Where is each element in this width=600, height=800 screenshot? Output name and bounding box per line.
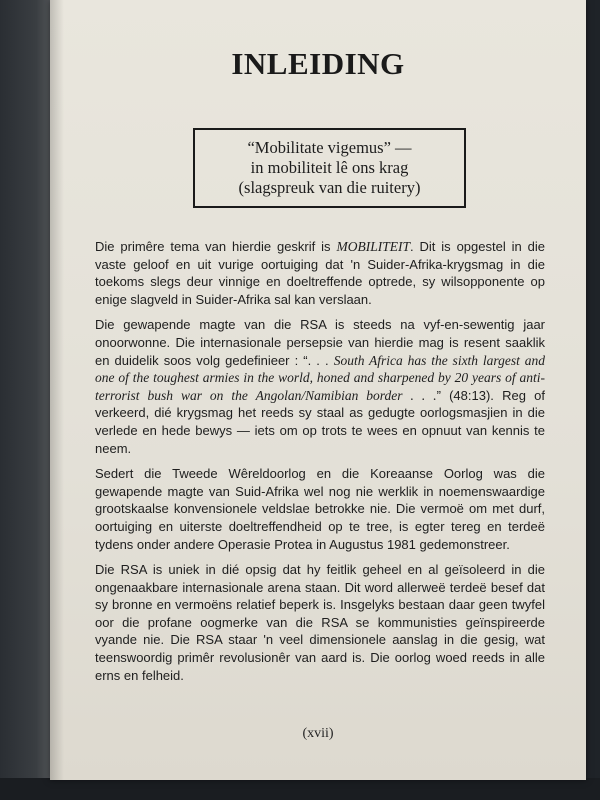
book-page	[50, 0, 586, 780]
paragraph-2	[95, 316, 545, 457]
page-title: INLEIDING	[231, 46, 405, 81]
paragraph-2-quote: South Africa has the sixth largest and one of the toughest armies in the world, honed and sharpened by 20 years of anti-terrorist bush war on the Angolan/Namibian border . . .	[95, 352, 545, 403]
body-text	[95, 238, 545, 692]
paragraph-2-text-rest: ” (48:13). Reg of verkeerd, dié krygsmag het reeds sy staal as gedugte oorlogsmasjien in die verlede en hede bewys — iets om op trots te wees en opnuut van kennis te neem.	[95, 387, 546, 456]
motto-line-3: (slagspreuk van die ruitery)	[238, 178, 421, 197]
paragraph-4: Die RSA is uniek in dié opsig dat hy feitlik geheel en al geïsoleerd in die ongenaakbare internasionale arena staan. Dit word allerweë terdeë besef dat sy bronne en vermoëns relatief beperk is. Insgelyks bestaan daar geen twyfel oor die profane oogmerke van die RSA se kommunisties geïnspireerde vyande nie. Die RSA staar 'n veel dimensionele aanslag in die gesig, wat teenswoordig primêr revolusionêr van aard is. Die oorlog woed reeds in alle erns en felheid.	[95, 562, 545, 683]
background-bottom	[0, 778, 600, 800]
paragraph-1-text: Die primêre tema van hierdie geskrif is	[95, 239, 337, 254]
paragraph-1	[95, 238, 545, 308]
page-gutter-shadow	[50, 0, 64, 780]
motto-line-1: “Mobilitate vigemus” —	[247, 138, 412, 157]
page-number: (xvii)	[302, 726, 334, 741]
paragraph-1-text-rest: . Dit is opgestel in die vaste geloof en uit vurige oortuiging dat 'n Suider-Afrika-krygsmag in die toekoms slegs deur vinnige en doeltreffende optrede, sy wilsopponente op enige slagveld in Suider-Afrika sal kan verslaan.	[95, 239, 545, 307]
background-left	[0, 0, 52, 800]
motto-box	[193, 128, 466, 208]
motto-line-2: in mobiliteit lê ons krag	[250, 158, 409, 177]
paragraph-2-text: Die gewapende magte van die RSA is steeds na vyf-en-sewentig jaar onoorwonne. Die internasionale persepsie van hierdie mag is resent saaklik en duidelik soos volg gedefinieer : “. . .	[95, 317, 545, 368]
paragraph-1-emphasis: MOBILITEIT	[336, 239, 410, 254]
paragraph-3: Sedert die Tweede Wêreldoorlog en die Koreaanse Oorlog was die gewapende magte van Suid-Afrika wel nog nie werklik in noemenswaardige grootskaalse konvensionele veldslae betrokke nie. Die vermoë om met durf, oortuiging en uiterste doeltreffendheid op te tree, is egter tereg en terdeë tydens onder andere Operasie Protea in Augustus 1981 gedemonstreer.	[95, 466, 545, 552]
